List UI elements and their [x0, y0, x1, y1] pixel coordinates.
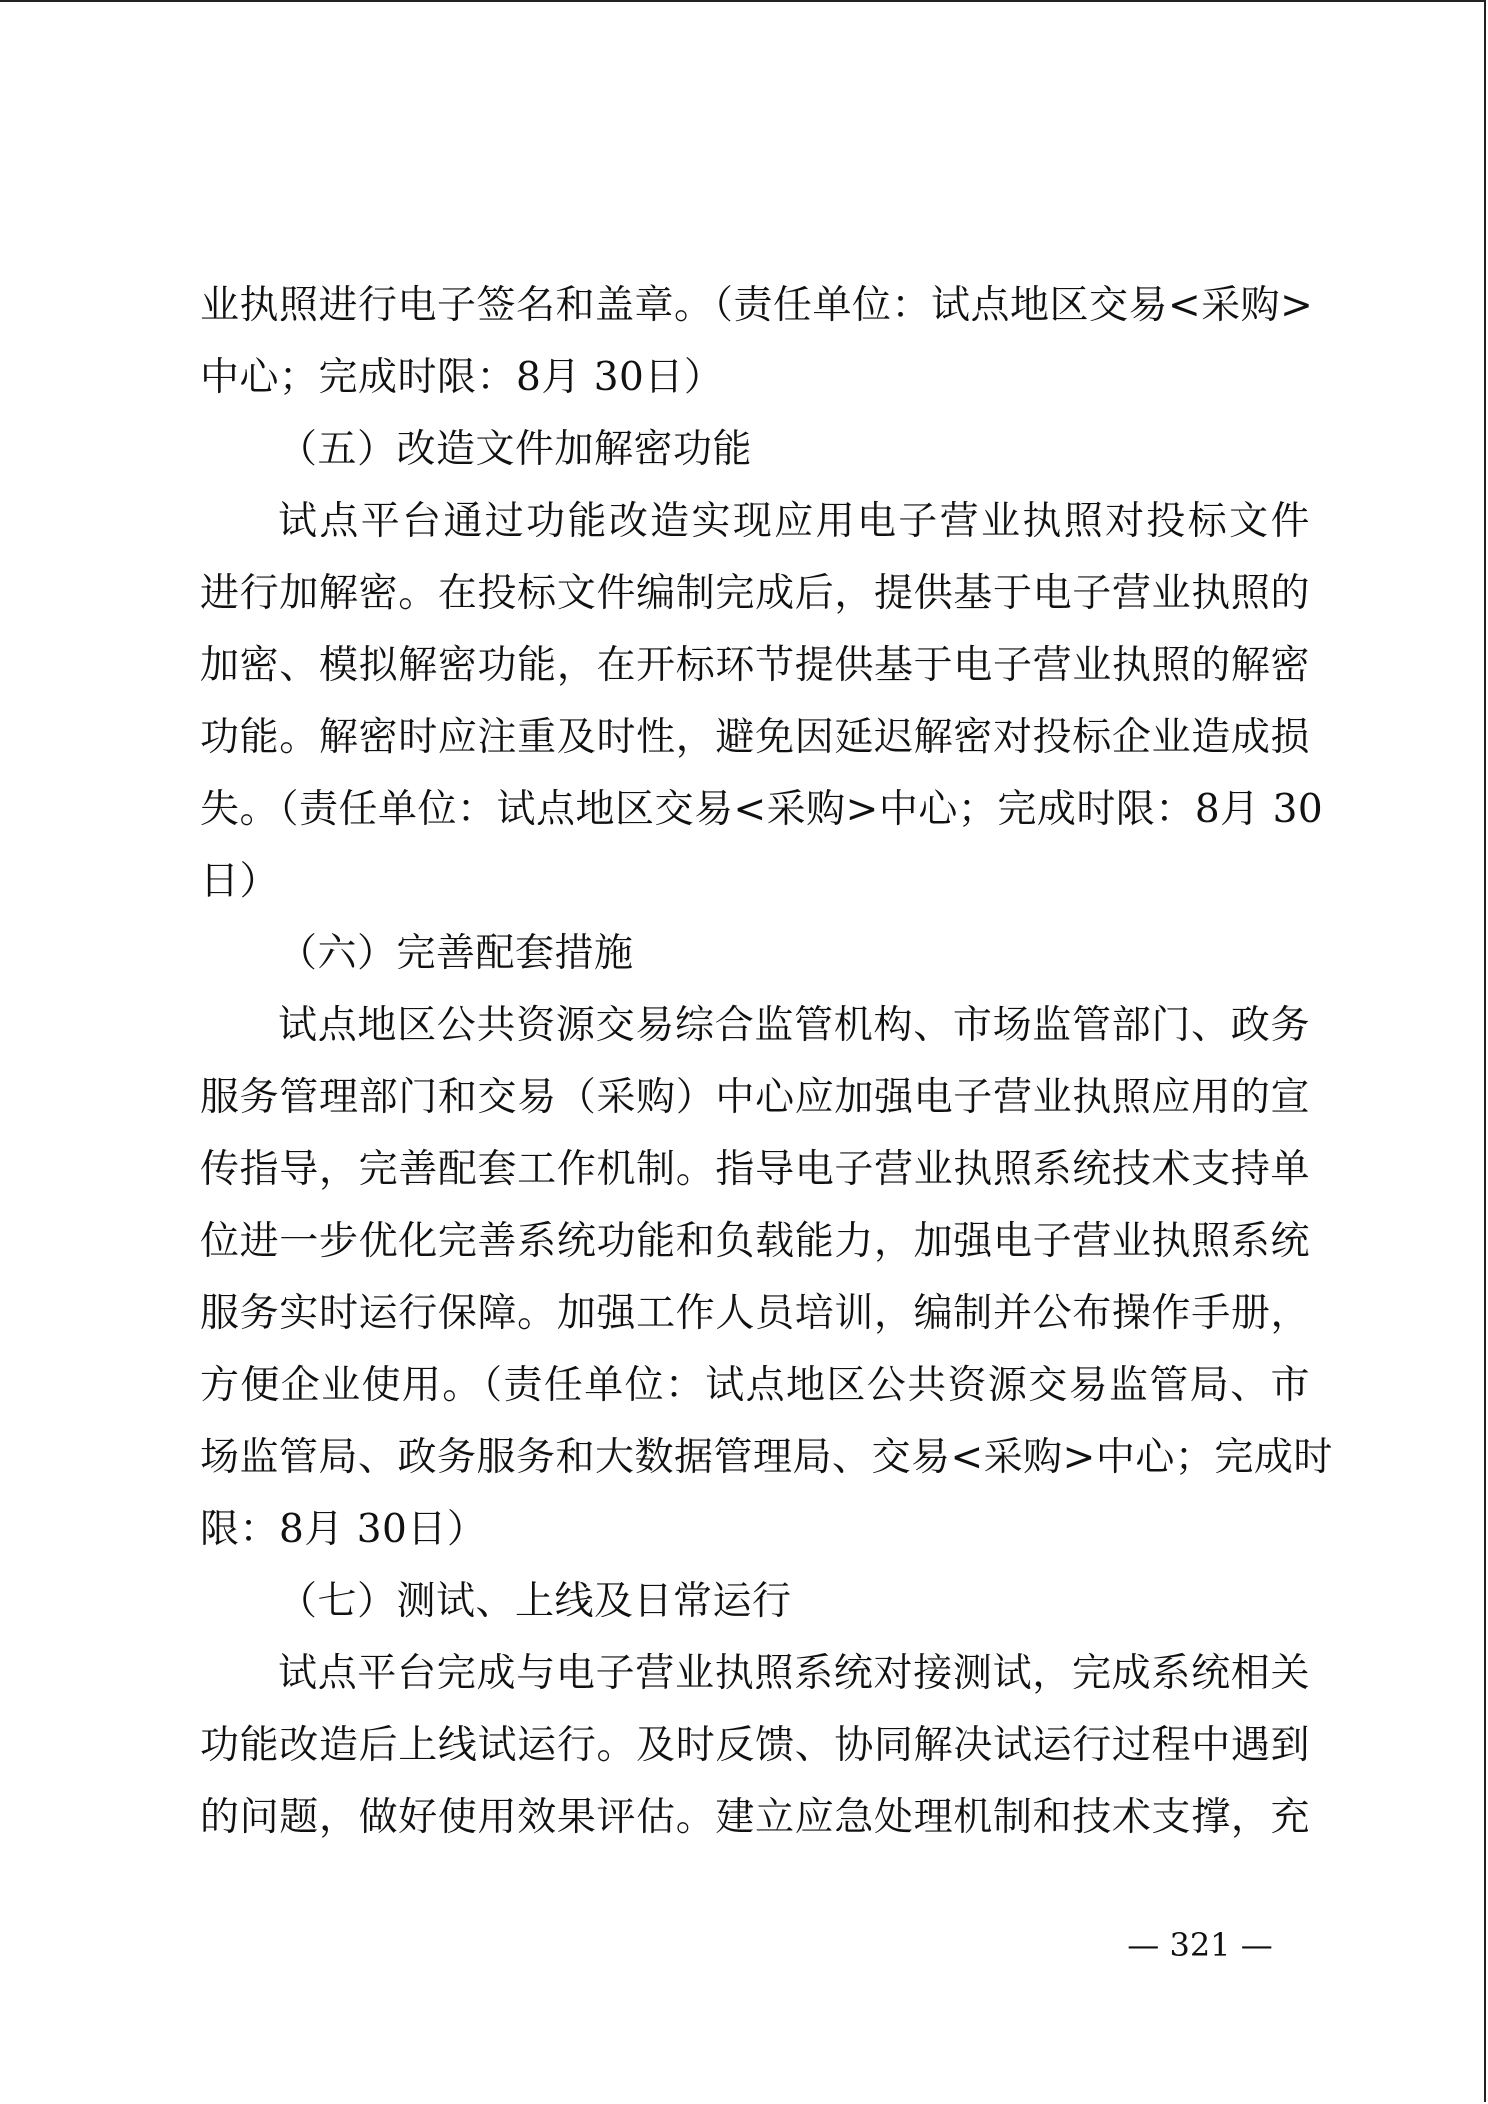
section-heading: （六）完善配套措施 — [278, 931, 634, 976]
page-number: — 321 — — [1127, 1926, 1273, 1964]
text-line: 方便企业使用。（责任单位：试点地区公共资源交易监管局、市 — [200, 1363, 1310, 1408]
text-line: 进行加解密。在投标文件编制完成后，提供基于电子营业执照的 — [200, 571, 1310, 616]
text-line: 试点平台完成与电子营业执照系统对接测试，完成系统相关 — [278, 1651, 1310, 1696]
text-line: 服务实时运行保障。加强工作人员培训，编制并公布操作手册， — [200, 1291, 1310, 1336]
text-line: 传指导，完善配套工作机制。指导电子营业执照系统技术支持单 — [200, 1147, 1310, 1192]
text-line: 中心；完成时限：8月 30日） — [200, 355, 724, 400]
text-line: 失。（责任单位：试点地区交易<采购>中心；完成时限：8月 30 — [200, 787, 1324, 832]
text-line: 试点地区公共资源交易综合监管机构、市场监管部门、政务 — [278, 1003, 1310, 1048]
section-heading: （五）改造文件加解密功能 — [278, 427, 753, 472]
text-line: 场监管局、政务服务和大数据管理局、交易<采购>中心；完成时 — [200, 1435, 1333, 1480]
text-line: 位进一步优化完善系统功能和负载能力，加强电子营业执照系统 — [200, 1219, 1310, 1264]
text-line: 限：8月 30日） — [200, 1507, 487, 1552]
text-line: 功能。解密时应注重及时性，避免因延迟解密对投标企业造成损 — [200, 715, 1310, 760]
text-line: 加密、模拟解密功能，在开标环节提供基于电子营业执照的解密 — [200, 643, 1310, 688]
text-line: 业执照进行电子签名和盖章。（责任单位：试点地区交易<采购> — [200, 283, 1314, 328]
text-line: 日） — [200, 859, 280, 904]
text-line: 的问题，做好使用效果评估。建立应急处理机制和技术支撑，充 — [200, 1795, 1310, 1840]
document-body — [200, 270, 1333, 1854]
section-heading: （七）测试、上线及日常运行 — [278, 1579, 792, 1624]
text-line: 试点平台通过功能改造实现应用电子营业执照对投标文件 — [278, 499, 1310, 544]
text-line: 服务管理部门和交易（采购）中心应加强电子营业执照应用的宣 — [200, 1075, 1310, 1120]
text-line: 功能改造后上线试运行。及时反馈、协同解决试运行过程中遇到 — [200, 1723, 1310, 1768]
